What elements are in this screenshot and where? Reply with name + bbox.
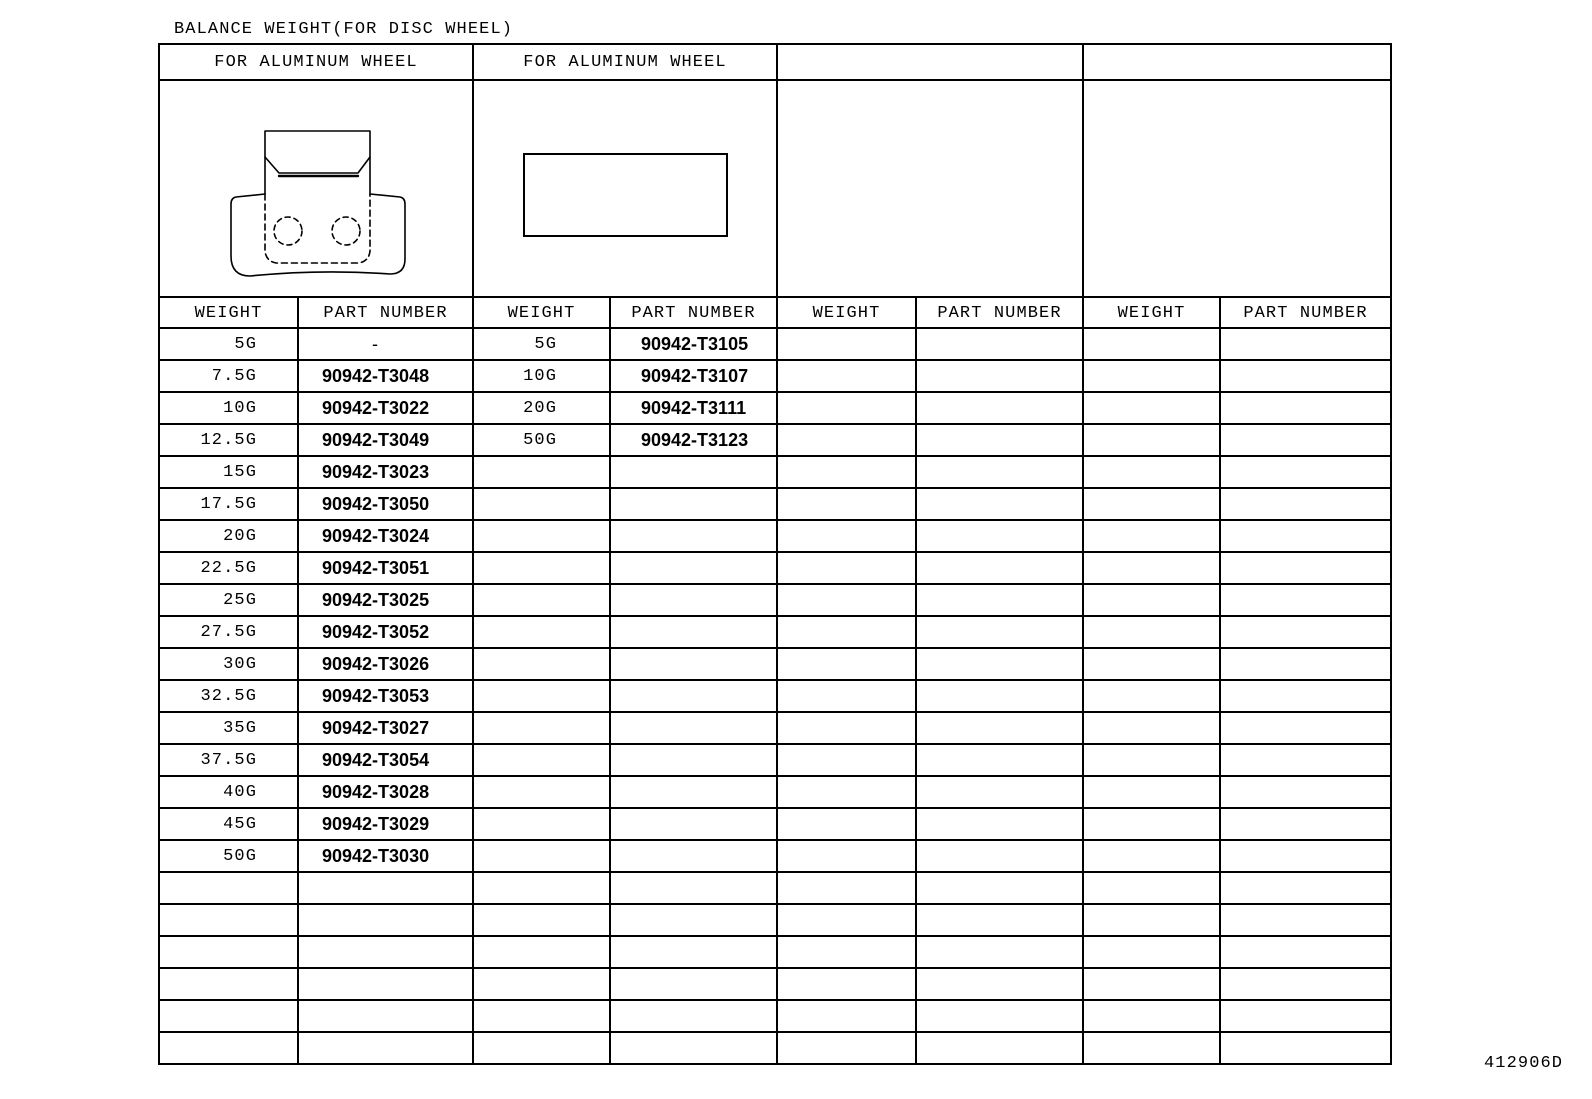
weight-cell: 20G bbox=[473, 392, 610, 424]
weight-cell bbox=[159, 1032, 298, 1064]
part-number-cell bbox=[1220, 392, 1391, 424]
weight-cell: 7.5G bbox=[159, 360, 298, 392]
part-number-column-header: PART NUMBER bbox=[298, 297, 473, 328]
weight-cell bbox=[1083, 520, 1220, 552]
weight-cell bbox=[1083, 616, 1220, 648]
weight-cell bbox=[473, 840, 610, 872]
page-title: BALANCE WEIGHT(FOR DISC WHEEL) bbox=[174, 20, 514, 39]
part-number-cell: 90942-T3022 bbox=[298, 392, 473, 424]
column-header-row bbox=[159, 297, 1391, 328]
part-number-cell bbox=[916, 392, 1083, 424]
weight-cell bbox=[1083, 488, 1220, 520]
weight-cell bbox=[1083, 1032, 1220, 1064]
weight-cell bbox=[777, 488, 916, 520]
table-row bbox=[159, 616, 1391, 648]
weight-cell bbox=[777, 328, 916, 360]
part-number-cell: 90942-T3030 bbox=[298, 840, 473, 872]
group-header-1: FOR ALUMINUM WHEEL bbox=[159, 44, 473, 80]
part-number-cell bbox=[916, 328, 1083, 360]
part-number-cell bbox=[916, 840, 1083, 872]
weight-cell: 45G bbox=[159, 808, 298, 840]
group-header-row bbox=[159, 44, 1391, 80]
weight-cell bbox=[473, 1032, 610, 1064]
weight-cell bbox=[1083, 712, 1220, 744]
weight-body-outline bbox=[231, 194, 405, 276]
part-number-column-header: PART NUMBER bbox=[1220, 297, 1391, 328]
weight-cell: 50G bbox=[159, 840, 298, 872]
part-number-cell bbox=[916, 712, 1083, 744]
part-number-cell bbox=[610, 552, 777, 584]
adhesive-weight-outline bbox=[524, 154, 727, 236]
weight-cell bbox=[473, 776, 610, 808]
weight-cell bbox=[777, 520, 916, 552]
weight-cell bbox=[777, 776, 916, 808]
table-row bbox=[159, 392, 1391, 424]
weight-cell bbox=[159, 968, 298, 1000]
weight-cell bbox=[1083, 776, 1220, 808]
weight-hidden-outline bbox=[265, 194, 370, 263]
part-number-cell: 90942-T3052 bbox=[298, 616, 473, 648]
weight-cell bbox=[1083, 872, 1220, 904]
weight-cell bbox=[159, 872, 298, 904]
part-number-cell bbox=[610, 744, 777, 776]
weight-cell bbox=[777, 360, 916, 392]
weight-cell bbox=[1083, 936, 1220, 968]
weight-cell bbox=[777, 616, 916, 648]
part-number-cell bbox=[1220, 424, 1391, 456]
part-number-cell bbox=[610, 488, 777, 520]
weight-cell bbox=[1083, 360, 1220, 392]
weight-cell bbox=[777, 936, 916, 968]
part-number-cell bbox=[916, 936, 1083, 968]
table-row bbox=[159, 968, 1391, 1000]
weight-cell bbox=[777, 840, 916, 872]
part-number-cell bbox=[610, 584, 777, 616]
weight-cell: 5G bbox=[473, 328, 610, 360]
weight-cell: 22.5G bbox=[159, 552, 298, 584]
part-number-cell bbox=[1220, 840, 1391, 872]
illustration-cell-1 bbox=[159, 80, 473, 297]
table-row bbox=[159, 840, 1391, 872]
part-number-cell bbox=[1220, 872, 1391, 904]
weight-cell bbox=[1083, 424, 1220, 456]
part-number-cell bbox=[1220, 648, 1391, 680]
part-number-cell bbox=[610, 520, 777, 552]
part-number-cell bbox=[1220, 584, 1391, 616]
clip-on-balance-weight-illustration bbox=[160, 81, 473, 296]
part-number-cell bbox=[1220, 936, 1391, 968]
illustration-cell-4 bbox=[1083, 80, 1391, 297]
weight-cell bbox=[777, 392, 916, 424]
weight-cell bbox=[473, 456, 610, 488]
part-number-cell bbox=[916, 904, 1083, 936]
part-number-cell: 90942-T3048 bbox=[298, 360, 473, 392]
part-number-cell: 90942-T3027 bbox=[298, 712, 473, 744]
weight-cell bbox=[473, 1000, 610, 1032]
table-row bbox=[159, 680, 1391, 712]
part-number-cell bbox=[610, 808, 777, 840]
part-number-cell: 90942-T3053 bbox=[298, 680, 473, 712]
part-number-cell bbox=[610, 1032, 777, 1064]
weight-cell bbox=[473, 584, 610, 616]
table-row bbox=[159, 328, 1391, 360]
weight-cell: 50G bbox=[473, 424, 610, 456]
part-number-cell bbox=[610, 904, 777, 936]
part-number-cell bbox=[610, 936, 777, 968]
table-row bbox=[159, 872, 1391, 904]
weight-cell bbox=[777, 424, 916, 456]
weight-cell bbox=[777, 584, 916, 616]
part-number-cell bbox=[1220, 904, 1391, 936]
weight-cell bbox=[473, 904, 610, 936]
weight-cell bbox=[777, 648, 916, 680]
weight-cell: 17.5G bbox=[159, 488, 298, 520]
weight-cell bbox=[1083, 392, 1220, 424]
part-number-cell bbox=[916, 1032, 1083, 1064]
weight-cell bbox=[473, 680, 610, 712]
part-number-cell bbox=[1220, 680, 1391, 712]
weight-cell bbox=[777, 872, 916, 904]
part-number-cell bbox=[1220, 776, 1391, 808]
weight-cell bbox=[1083, 648, 1220, 680]
part-number-cell bbox=[610, 680, 777, 712]
weight-cell: 10G bbox=[473, 360, 610, 392]
weight-cell bbox=[1083, 808, 1220, 840]
weight-cell: 12.5G bbox=[159, 424, 298, 456]
table-row bbox=[159, 1000, 1391, 1032]
weight-clip-lip bbox=[265, 157, 370, 173]
part-number-cell bbox=[1220, 808, 1391, 840]
weight-cell bbox=[1083, 968, 1220, 1000]
part-number-cell bbox=[1220, 968, 1391, 1000]
part-number-cell bbox=[298, 1032, 473, 1064]
part-number-cell bbox=[916, 1000, 1083, 1032]
part-number-cell: 90942-T3029 bbox=[298, 808, 473, 840]
group-header-2: FOR ALUMINUM WHEEL bbox=[473, 44, 777, 80]
table-row bbox=[159, 360, 1391, 392]
part-number-cell bbox=[298, 1000, 473, 1032]
part-number-cell bbox=[298, 904, 473, 936]
table-row bbox=[159, 936, 1391, 968]
part-number-cell: 90942-T3123 bbox=[610, 424, 777, 456]
part-number-cell: 90942-T3026 bbox=[298, 648, 473, 680]
part-number-cell bbox=[610, 872, 777, 904]
weight-cell bbox=[1083, 744, 1220, 776]
table-row bbox=[159, 584, 1391, 616]
part-number-cell bbox=[1220, 520, 1391, 552]
part-number-cell: 90942-T3051 bbox=[298, 552, 473, 584]
part-number-cell bbox=[298, 936, 473, 968]
weight-cell bbox=[473, 616, 610, 648]
table-row bbox=[159, 808, 1391, 840]
part-number-cell bbox=[298, 968, 473, 1000]
weight-cell: 25G bbox=[159, 584, 298, 616]
weight-cell bbox=[473, 712, 610, 744]
part-number-cell: - bbox=[298, 328, 473, 360]
weight-cell bbox=[473, 488, 610, 520]
weight-cell: 20G bbox=[159, 520, 298, 552]
table-row bbox=[159, 424, 1391, 456]
part-number-cell: 90942-T3111 bbox=[610, 392, 777, 424]
weight-cell bbox=[473, 552, 610, 584]
part-number-cell: 90942-T3107 bbox=[610, 360, 777, 392]
group-header-3 bbox=[777, 44, 1083, 80]
weight-column-header: WEIGHT bbox=[777, 297, 916, 328]
part-number-cell bbox=[916, 360, 1083, 392]
weight-cell bbox=[473, 744, 610, 776]
weight-cell bbox=[1083, 552, 1220, 584]
weight-cell bbox=[473, 520, 610, 552]
part-number-cell bbox=[610, 1000, 777, 1032]
part-number-cell bbox=[610, 616, 777, 648]
table-row bbox=[159, 1032, 1391, 1064]
weight-cell bbox=[777, 744, 916, 776]
part-number-cell bbox=[1220, 744, 1391, 776]
weight-cell: 37.5G bbox=[159, 744, 298, 776]
part-number-cell bbox=[916, 488, 1083, 520]
weight-cell: 40G bbox=[159, 776, 298, 808]
weight-cell: 10G bbox=[159, 392, 298, 424]
table-row bbox=[159, 488, 1391, 520]
table-row bbox=[159, 904, 1391, 936]
weight-cell bbox=[777, 1000, 916, 1032]
part-number-column-header: PART NUMBER bbox=[916, 297, 1083, 328]
part-number-cell bbox=[916, 744, 1083, 776]
part-number-cell bbox=[610, 456, 777, 488]
weight-cell bbox=[777, 808, 916, 840]
part-number-cell bbox=[916, 680, 1083, 712]
weight-cell: 30G bbox=[159, 648, 298, 680]
weight-column-header: WEIGHT bbox=[473, 297, 610, 328]
part-number-cell bbox=[916, 616, 1083, 648]
illustration-cell-2 bbox=[473, 80, 777, 297]
weight-cell bbox=[473, 936, 610, 968]
part-number-cell bbox=[1220, 1000, 1391, 1032]
balance-weight-parts-table bbox=[158, 43, 1392, 1065]
part-number-cell bbox=[916, 968, 1083, 1000]
weight-cell bbox=[1083, 456, 1220, 488]
weight-cell bbox=[777, 1032, 916, 1064]
weight-column-header: WEIGHT bbox=[1083, 297, 1220, 328]
part-number-cell bbox=[1220, 616, 1391, 648]
weight-cell bbox=[1083, 840, 1220, 872]
part-number-cell bbox=[610, 648, 777, 680]
part-number-cell bbox=[916, 648, 1083, 680]
weight-cell bbox=[777, 456, 916, 488]
part-number-cell bbox=[298, 872, 473, 904]
illustration-cell-3 bbox=[777, 80, 1083, 297]
group-header-4 bbox=[1083, 44, 1391, 80]
weight-cell: 5G bbox=[159, 328, 298, 360]
part-number-cell bbox=[610, 840, 777, 872]
weight-cell: 35G bbox=[159, 712, 298, 744]
part-number-cell: 90942-T3024 bbox=[298, 520, 473, 552]
part-number-cell: 90942-T3049 bbox=[298, 424, 473, 456]
mounting-hole-left bbox=[274, 217, 302, 245]
weight-cell bbox=[159, 1000, 298, 1032]
part-number-cell: 90942-T3023 bbox=[298, 456, 473, 488]
part-number-cell bbox=[610, 968, 777, 1000]
part-number-cell bbox=[916, 584, 1083, 616]
part-number-cell: 90942-T3025 bbox=[298, 584, 473, 616]
part-number-cell bbox=[916, 776, 1083, 808]
part-number-cell bbox=[916, 520, 1083, 552]
part-number-column-header: PART NUMBER bbox=[610, 297, 777, 328]
part-number-cell bbox=[1220, 1032, 1391, 1064]
adhesive-balance-weight-illustration bbox=[474, 81, 777, 296]
weight-cell: 27.5G bbox=[159, 616, 298, 648]
weight-cell bbox=[473, 872, 610, 904]
weight-cell bbox=[777, 552, 916, 584]
part-number-cell: 90942-T3105 bbox=[610, 328, 777, 360]
part-number-cell bbox=[916, 552, 1083, 584]
table-row bbox=[159, 648, 1391, 680]
part-number-cell: 90942-T3050 bbox=[298, 488, 473, 520]
table-row bbox=[159, 776, 1391, 808]
weight-cell bbox=[159, 904, 298, 936]
part-number-cell bbox=[916, 808, 1083, 840]
weight-cell bbox=[777, 712, 916, 744]
illustration-code: 412906D bbox=[1484, 1054, 1564, 1073]
part-number-cell bbox=[916, 424, 1083, 456]
weight-clip-outline bbox=[265, 131, 370, 194]
table-row bbox=[159, 552, 1391, 584]
weight-cell bbox=[777, 680, 916, 712]
table-row bbox=[159, 712, 1391, 744]
weight-cell bbox=[473, 648, 610, 680]
table-row bbox=[159, 520, 1391, 552]
weight-cell: 32.5G bbox=[159, 680, 298, 712]
part-number-cell bbox=[610, 712, 777, 744]
weight-cell bbox=[1083, 680, 1220, 712]
part-number-cell bbox=[916, 456, 1083, 488]
weight-cell: 15G bbox=[159, 456, 298, 488]
part-number-cell bbox=[1220, 456, 1391, 488]
part-number-cell bbox=[1220, 552, 1391, 584]
weight-cell bbox=[473, 968, 610, 1000]
part-number-cell bbox=[1220, 328, 1391, 360]
part-number-cell bbox=[1220, 712, 1391, 744]
table-row bbox=[159, 744, 1391, 776]
weight-cell bbox=[777, 904, 916, 936]
weight-cell bbox=[159, 936, 298, 968]
part-number-cell: 90942-T3028 bbox=[298, 776, 473, 808]
illustration-row bbox=[159, 80, 1391, 297]
weight-cell bbox=[777, 968, 916, 1000]
table-row bbox=[159, 456, 1391, 488]
weight-cell bbox=[1083, 584, 1220, 616]
weight-column-header: WEIGHT bbox=[159, 297, 298, 328]
part-number-cell: 90942-T3054 bbox=[298, 744, 473, 776]
weight-cell bbox=[1083, 328, 1220, 360]
part-number-cell bbox=[610, 776, 777, 808]
weight-cell bbox=[473, 808, 610, 840]
part-number-cell bbox=[916, 872, 1083, 904]
mounting-hole-right bbox=[332, 217, 360, 245]
weight-cell bbox=[1083, 1000, 1220, 1032]
part-number-cell bbox=[1220, 488, 1391, 520]
part-number-cell bbox=[1220, 360, 1391, 392]
weight-cell bbox=[1083, 904, 1220, 936]
